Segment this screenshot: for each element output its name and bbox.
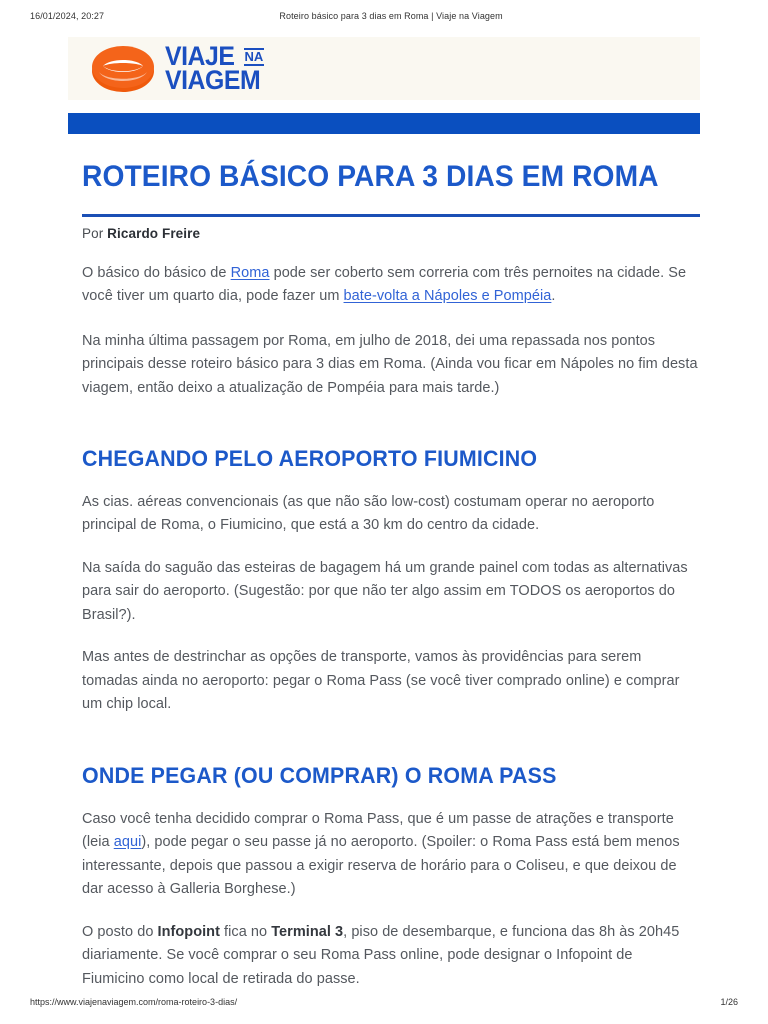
article-body — [82, 262, 698, 991]
byline-prefix: Por — [82, 225, 108, 241]
site-header-band — [68, 37, 700, 100]
print-source-url: https://www.viajenaviagem.com/roma-roteiro-3-dias/ — [30, 997, 238, 1007]
byline-divider — [82, 214, 700, 217]
print-header — [0, 0, 768, 32]
text-run: fica no — [219, 923, 272, 940]
print-page-indicator: 1/26 — [720, 997, 738, 1007]
print-footer — [0, 980, 768, 1024]
page-title: ROTEIRO BÁSICO PARA 3 DIAS EM ROMA — [82, 160, 659, 193]
paragraph — [82, 491, 698, 538]
text-run: O posto do — [82, 923, 158, 940]
section-heading: ONDE PEGAR (OU COMPRAR) O ROMA PASS — [82, 762, 557, 788]
byline — [82, 226, 700, 241]
inline-link[interactable]: aqui — [113, 834, 142, 851]
inline-link[interactable]: bate-volta a Nápoles e Pompéia — [343, 288, 552, 305]
text-run: Na minha última passagem por Roma, em julho de 2018, dei uma repassada nos pontos principais desse roteiro básico para 3 dias em Roma. (Ainda vou ficar em Nápoles no fim desta viagem, então deixo a atualização de Pompéia para mais tarde.) — [82, 332, 698, 396]
print-document-title: Roteiro básico para 3 dias em Roma | Viaje na Viagem — [279, 11, 503, 21]
emphasis-text: Terminal 3 — [271, 923, 344, 940]
emphasis-text: Infopoint — [157, 923, 220, 940]
paragraph — [82, 262, 698, 309]
logo-word-viaje: VIAJE — [165, 41, 235, 72]
text-run: Mas antes de destrinchar as opções de transporte, vamos às providências para serem tomadas ainda no aeroporto: pegar o Roma Pass (se você tiver comprado online) e comprar um chip local. — [82, 649, 680, 713]
paragraph — [82, 808, 698, 902]
text-run: As cias. aéreas convencionais (as que não são low-cost) costumam operar no aeroporto principal de Roma, o Fiumicino, que está a 30 km do centro da cidade. — [82, 493, 655, 534]
text-run: O básico do básico de — [82, 264, 231, 281]
paragraph — [82, 557, 698, 627]
lifesaver-ring-icon — [90, 45, 156, 93]
paragraph — [82, 330, 698, 400]
text-run: Na saída do saguão das esteiras de bagagem há um grande painel com todas as alternativas para sair do aeroporto. (Sugestão: por que não ter algo assim em TODOS os aeroportos do Brasil?). — [82, 559, 688, 623]
logo-word-na: NA — [244, 48, 264, 64]
section-heading: CHEGANDO PELO AEROPORTO FIUMICINO — [82, 446, 538, 472]
logo-word-viagem: VIAGEM — [165, 64, 261, 95]
print-date-time: 16/01/2024, 20:27 — [30, 11, 105, 21]
text-run: Caso você tenha decidido comprar o Roma Pass, que é um passe de atrações e transporte (leia — [82, 810, 674, 851]
text-run: , piso de desembarque, e funciona das 8h às 20h45 diariamente. Se você comprar o seu Roma Pass online, pode designar o Infopoint de Fiumicino como local de retirada do passe. — [82, 923, 680, 987]
page-content — [0, 32, 768, 987]
blue-accent-bar — [68, 113, 700, 134]
byline-author: Ricardo Freire — [107, 225, 201, 241]
text-run: pode ser coberto sem correria com três pernoites na cidade. Se você tiver um quarto dia, pode fazer um — [82, 264, 687, 305]
text-run: ), pode pegar o seu passe já no aeroporto. (Spoiler: o Roma Pass está bem menos interessante, depois que passou a exigir reserva de horário para o Coliseu, e que deixou de dar acesso à Galleria Borghese.) — [82, 834, 680, 898]
paragraph — [82, 646, 698, 716]
site-logo[interactable] — [90, 41, 269, 95]
inline-link[interactable]: Roma — [230, 264, 270, 281]
site-logo-wordmark — [165, 41, 269, 95]
article — [68, 134, 700, 991]
text-run: . — [551, 288, 556, 305]
